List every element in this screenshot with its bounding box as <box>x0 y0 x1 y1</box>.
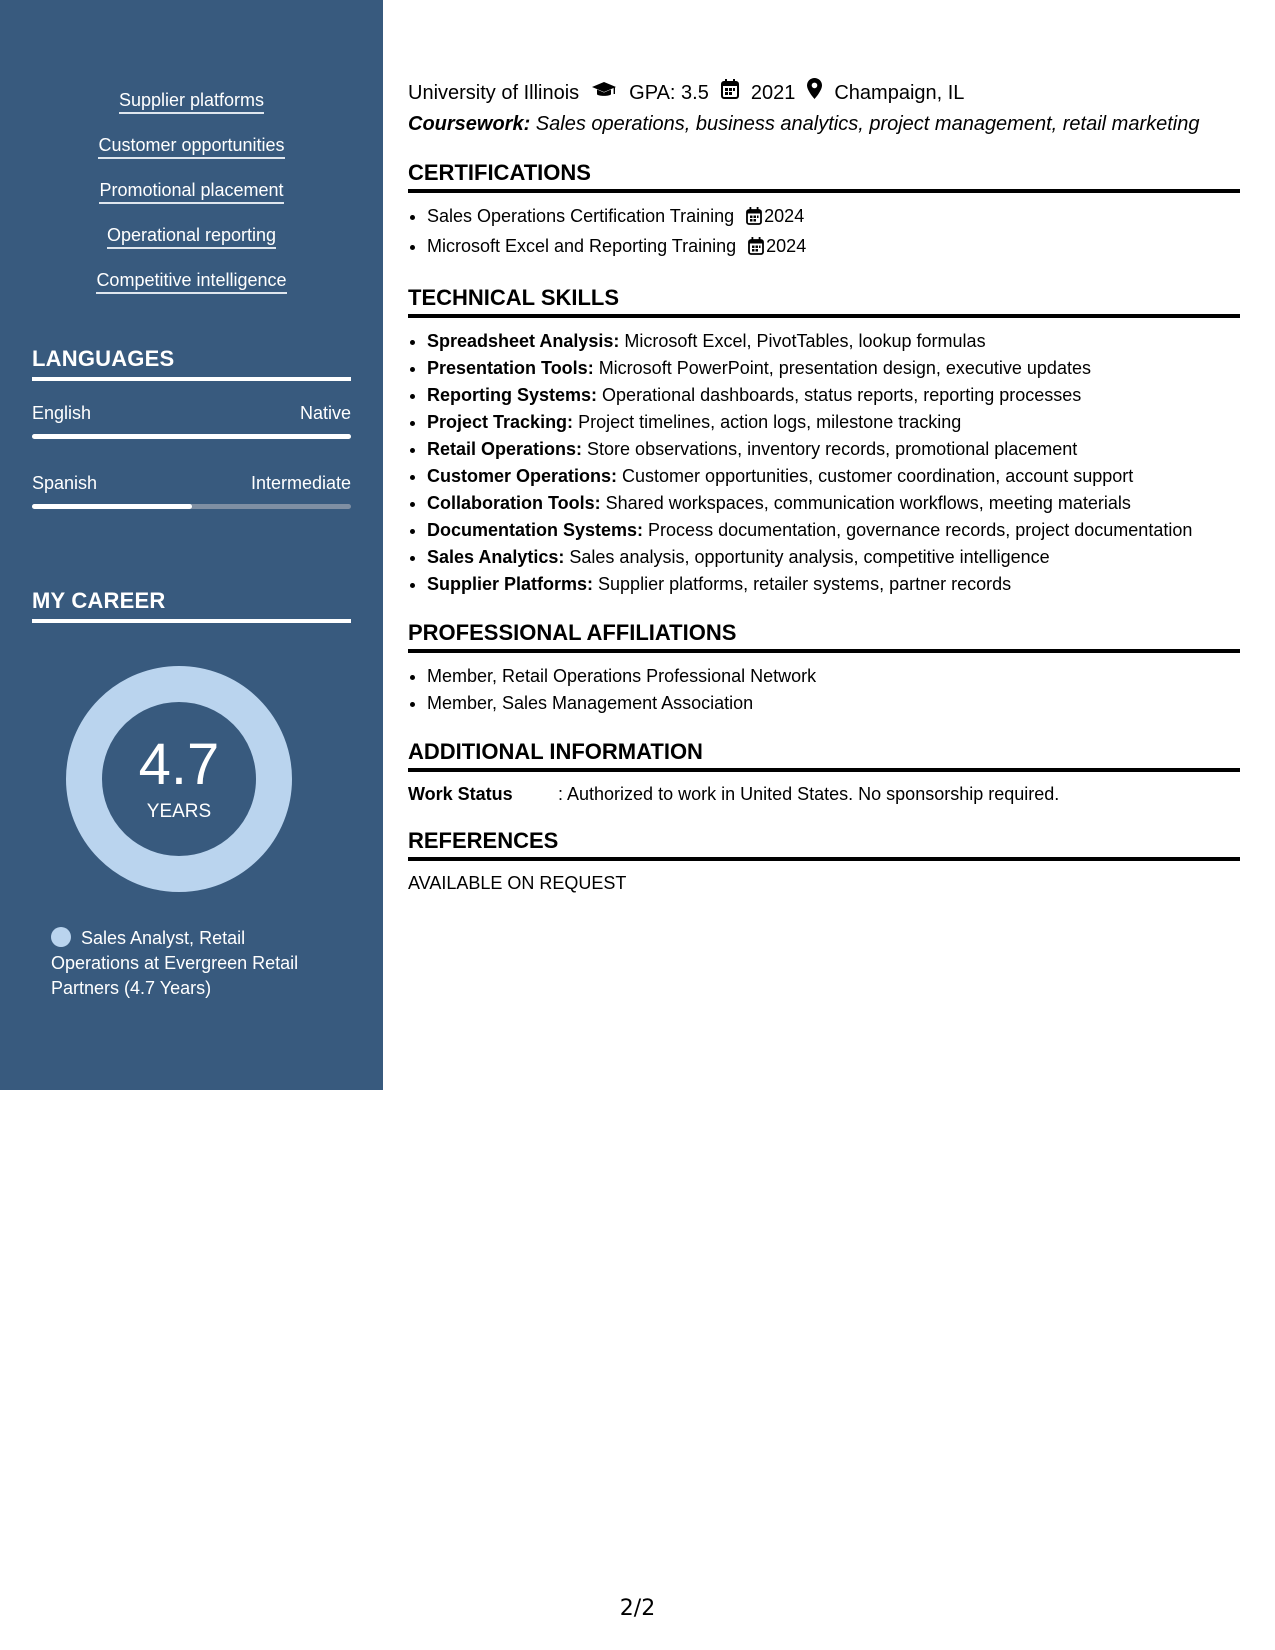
coursework <box>408 110 1240 138</box>
list-item <box>427 463 1240 490</box>
location-pin-icon <box>807 78 822 107</box>
certification-name: Microsoft Excel and Reporting Training <box>427 236 737 256</box>
graduation-cap-icon <box>591 79 617 107</box>
language-bar <box>32 434 351 439</box>
language-level: Intermediate <box>250 473 351 493</box>
calendar-icon <box>721 79 739 107</box>
certification-year: 2024 <box>766 236 807 256</box>
language-bar-fill <box>32 504 192 509</box>
calendar-icon <box>746 206 762 233</box>
work-status-label: Work Status <box>408 784 513 804</box>
additional-info-heading: ADDITIONAL INFORMATION <box>408 739 1240 772</box>
skill-tag: Supplier platforms <box>119 88 264 114</box>
list-item <box>427 203 1240 233</box>
references-heading: REFERENCES <box>408 828 1240 861</box>
list-item <box>427 233 1240 263</box>
main-content <box>408 78 1240 894</box>
sidebar <box>0 0 383 1090</box>
skill-label: Presentation Tools: <box>427 358 594 378</box>
language-row <box>32 403 351 424</box>
technical-skills-list <box>408 328 1240 598</box>
skill-value: Process documentation, governance records, project documentation <box>643 520 1193 540</box>
coursework-text: Sales operations, business analytics, project management, retail marketing <box>530 113 1200 135</box>
skill-tag: Customer opportunities <box>98 133 284 159</box>
skill-label: Supplier Platforms: <box>427 574 594 594</box>
certifications-list <box>408 203 1240 263</box>
language-name: Spanish <box>32 473 98 493</box>
skill-label: Documentation Systems: <box>427 520 644 540</box>
list-item <box>427 382 1240 409</box>
skill-label: Customer Operations: <box>427 466 618 486</box>
education-line <box>408 78 1240 107</box>
list-item: • Member, Sales Management Association <box>427 690 1240 717</box>
skill-tag: Competitive intelligence <box>96 268 286 294</box>
skill-label: Spreadsheet Analysis: <box>427 331 620 351</box>
language-bar <box>32 504 351 509</box>
certifications-heading: CERTIFICATIONS <box>408 160 1240 193</box>
career-donut <box>66 666 292 892</box>
skill-value: Project timelines, action logs, milestone tracking <box>573 412 962 432</box>
skill-value: Microsoft Excel, PivotTables, lookup formulas <box>619 331 986 351</box>
language-bar-fill <box>32 434 351 439</box>
skill-label: Sales Analytics: <box>427 547 565 567</box>
legend-dot-icon <box>51 927 71 947</box>
skill-tags <box>0 88 383 313</box>
skill-label: Project Tracking: <box>427 412 574 432</box>
language-level: Native <box>299 403 351 423</box>
graduation-year: 2021 <box>750 81 796 104</box>
coursework-label: Coursework: <box>408 113 531 135</box>
list-item <box>427 571 1240 598</box>
career-entry: Sales Analyst, Retail Operations at Evergreen Retail Partners (4.7 Years) <box>51 928 299 998</box>
list-item <box>427 436 1240 463</box>
references-text: AVAILABLE ON REQUEST <box>408 873 627 893</box>
list-item <box>427 490 1240 517</box>
skill-tag: Promotional placement <box>99 178 283 204</box>
list-item <box>427 517 1240 544</box>
career-total: 4.7 <box>138 732 220 797</box>
list-item: • Member, Retail Operations Professional Network <box>427 663 1240 690</box>
skill-label: Retail Operations: <box>427 439 583 459</box>
skill-label: Reporting Systems: <box>427 385 598 405</box>
career-unit: YEARS <box>146 801 212 822</box>
career-legend <box>51 926 321 1001</box>
work-status-value: : Authorized to work in United States. No sponsorship required. <box>558 784 1060 804</box>
list-item <box>427 328 1240 355</box>
languages-heading: LANGUAGES <box>32 346 351 381</box>
skill-value: Microsoft PowerPoint, presentation design, executive updates <box>593 358 1091 378</box>
certification-name: Sales Operations Certification Training <box>427 206 735 226</box>
skill-value: Customer opportunities, customer coordination, account support <box>617 466 1134 486</box>
technical-skills-heading: TECHNICAL SKILLS <box>408 285 1240 318</box>
page-number: 2/2 <box>619 1596 656 1621</box>
skill-value: Sales analysis, opportunity analysis, competitive intelligence <box>564 547 1050 567</box>
skill-value: Store observations, inventory records, promotional placement <box>582 439 1078 459</box>
language-name: English <box>32 403 92 423</box>
skill-label: Collaboration Tools: <box>427 493 601 513</box>
gpa: GPA: 3.5 <box>629 81 709 104</box>
skill-value: Shared workspaces, communication workflows, meeting materials <box>600 493 1131 513</box>
affiliations-list <box>408 663 1240 717</box>
list-item <box>427 544 1240 571</box>
skill-tag: Operational reporting <box>107 223 276 249</box>
list-item <box>427 409 1240 436</box>
calendar-icon <box>748 236 764 263</box>
skill-value: Operational dashboards, status reports, reporting processes <box>597 385 1082 405</box>
affiliations-heading: PROFESSIONAL AFFILIATIONS <box>408 620 1240 653</box>
list-item <box>427 355 1240 382</box>
school-location: Champaign, IL <box>834 81 965 104</box>
skill-value: Supplier platforms, retailer systems, partner records <box>593 574 1012 594</box>
work-status-row <box>408 782 1240 806</box>
school-name: University of Illinois <box>408 81 580 104</box>
career-heading: MY CAREER <box>32 588 351 623</box>
language-row <box>32 473 351 494</box>
certification-year: 2024 <box>764 206 805 226</box>
